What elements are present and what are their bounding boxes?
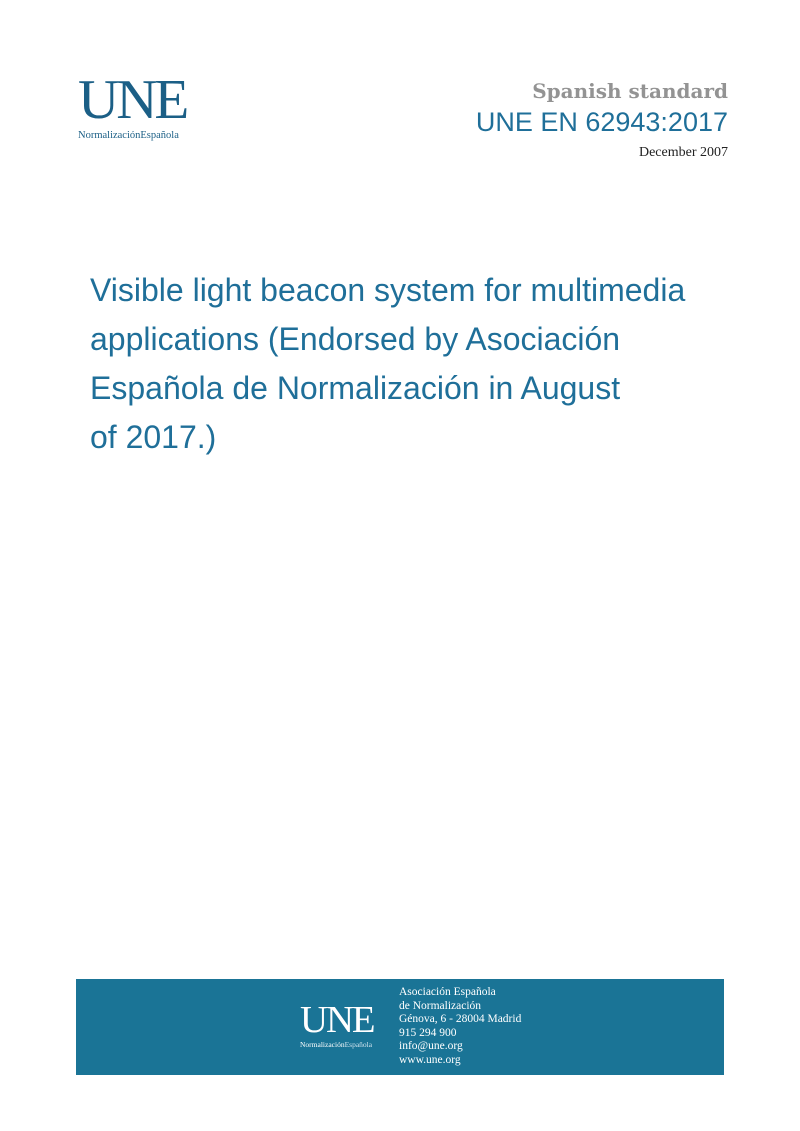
standard-number: UNE EN 62943:2017 (475, 107, 728, 137)
contact-website-link[interactable]: www.une.org (399, 1053, 461, 1066)
title-line: Visible light beacon system for multimedia (90, 272, 686, 308)
footer-contact-info (399, 986, 521, 1068)
footer-une-logo (300, 1001, 390, 1049)
footer-une-logo-subtitle-b: Española (344, 1040, 373, 1049)
footer-une-logo-mark: UNE (300, 999, 374, 1041)
title-line: of 2017.) (90, 419, 217, 455)
title-line: applications (Endorsed by Asociación (90, 321, 621, 357)
contact-email-link[interactable]: info@une.org (399, 1040, 463, 1053)
document-title (90, 266, 710, 462)
une-logo-subtitle-b: Española (140, 130, 179, 141)
contact-address: Génova, 6 - 28004 Madrid (399, 1013, 522, 1026)
footer-une-logo-subtitle (300, 1040, 390, 1049)
contact-phone: 915 294 900 (399, 1026, 457, 1039)
une-logo-subtitle (78, 130, 218, 142)
footer-band (76, 979, 724, 1075)
footer-une-logo-subtitle-a: Normalización (300, 1040, 345, 1049)
une-logo-subtitle-a: Normalización (78, 130, 141, 141)
contact-org-name: Asociación Española (399, 986, 496, 998)
une-logo-mark: UNE (78, 69, 187, 131)
title-line: Española de Normalización in August (90, 370, 621, 406)
publication-date: December 2007 (638, 145, 728, 160)
document-type: Spanish standard (532, 79, 728, 103)
une-logo (78, 69, 218, 142)
contact-org-name-cont: de Normalización (399, 999, 482, 1012)
document-header (476, 78, 728, 162)
